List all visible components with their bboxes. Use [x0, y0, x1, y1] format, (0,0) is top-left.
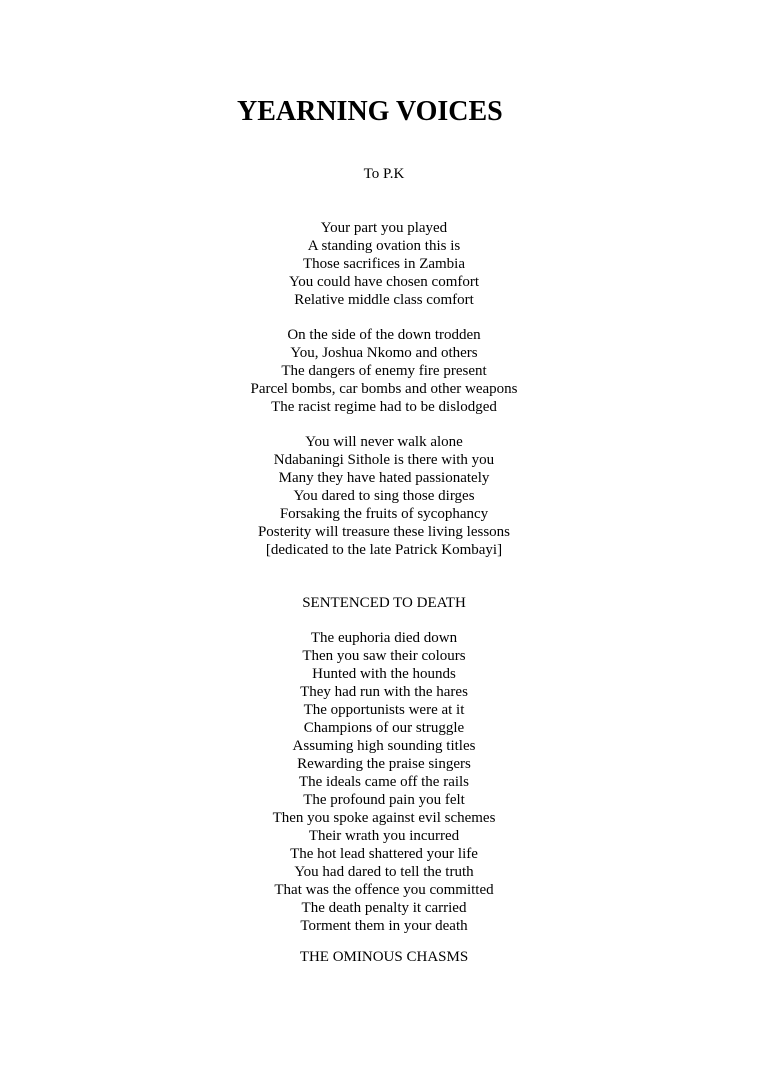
- poem-line: The opportunists were at it: [303, 702, 465, 718]
- poem-line: The ideals came off the rails: [298, 774, 470, 790]
- poem-line: Relative middle class comfort: [294, 292, 474, 308]
- poem-title: YEARNING VOICES: [237, 96, 503, 127]
- poem-line: On the side of the down trodden: [287, 327, 481, 343]
- poem-line: Assuming high sounding titles: [292, 738, 476, 754]
- section-heading-text: THE OMINOUS CHASMS: [299, 949, 469, 965]
- dedication-text: To P.K: [363, 166, 405, 182]
- poem-line: Hunted with the hounds: [312, 666, 456, 682]
- poem-line: Your part you played: [320, 220, 448, 236]
- section-heading-chasms: [234, 948, 534, 966]
- poem-line: Posterity will treasure these living lessons: [257, 524, 511, 540]
- poem-line: The racist regime had to be dislodged: [271, 399, 497, 415]
- dedication-line: [234, 165, 534, 183]
- poem-line: You could have chosen comfort: [288, 274, 480, 290]
- poem-line: You will never walk alone: [305, 434, 463, 450]
- poem-line: Parcel bombs, car bombs and other weapons: [250, 381, 518, 397]
- poem-line: The dangers of enemy fire present: [281, 363, 487, 379]
- poem-line: Ndabaningi Sithole is there with you: [273, 452, 495, 468]
- poem-line: The profound pain you felt: [303, 792, 465, 808]
- poem-line: You had dared to tell the truth: [294, 864, 474, 880]
- poem-line: Those sacrifices in Zambia: [302, 256, 466, 272]
- poem-line: Champions of our struggle: [303, 720, 465, 736]
- poem-line: Rewarding the praise singers: [297, 756, 471, 772]
- poem-line: They had run with the hares: [300, 684, 468, 700]
- poem-line: Their wrath you incurred: [308, 828, 460, 844]
- poem-line: The hot lead shattered your life: [290, 846, 478, 862]
- poem-line: Then you spoke against evil schemes: [272, 810, 496, 826]
- poem-line: Then you saw their colours: [302, 648, 466, 664]
- poem-line: You, Joshua Nkomo and others: [290, 345, 478, 361]
- poem-line: The death penalty it carried: [301, 900, 467, 916]
- stanza-3: [234, 433, 534, 559]
- poem-line: That was the offence you committed: [274, 882, 494, 898]
- stanza-1: [234, 219, 534, 309]
- poem-line: Forsaking the fruits of sycophancy: [279, 506, 489, 522]
- poem-line: Many they have hated passionately: [278, 470, 490, 486]
- stanza-4: [234, 629, 534, 935]
- section-heading-sentenced: [234, 594, 534, 612]
- poem-line: You dared to sing those dirges: [293, 488, 475, 504]
- stanza-2: [234, 326, 534, 416]
- poem-line: Torment them in your death: [300, 918, 468, 934]
- section-heading-text: SENTENCED TO DEATH: [302, 595, 466, 611]
- poem-line: A standing ovation this is: [307, 238, 461, 254]
- dedication-note: [dedicated to the late Patrick Kombayi]: [265, 542, 503, 558]
- poem-line: The euphoria died down: [310, 630, 458, 646]
